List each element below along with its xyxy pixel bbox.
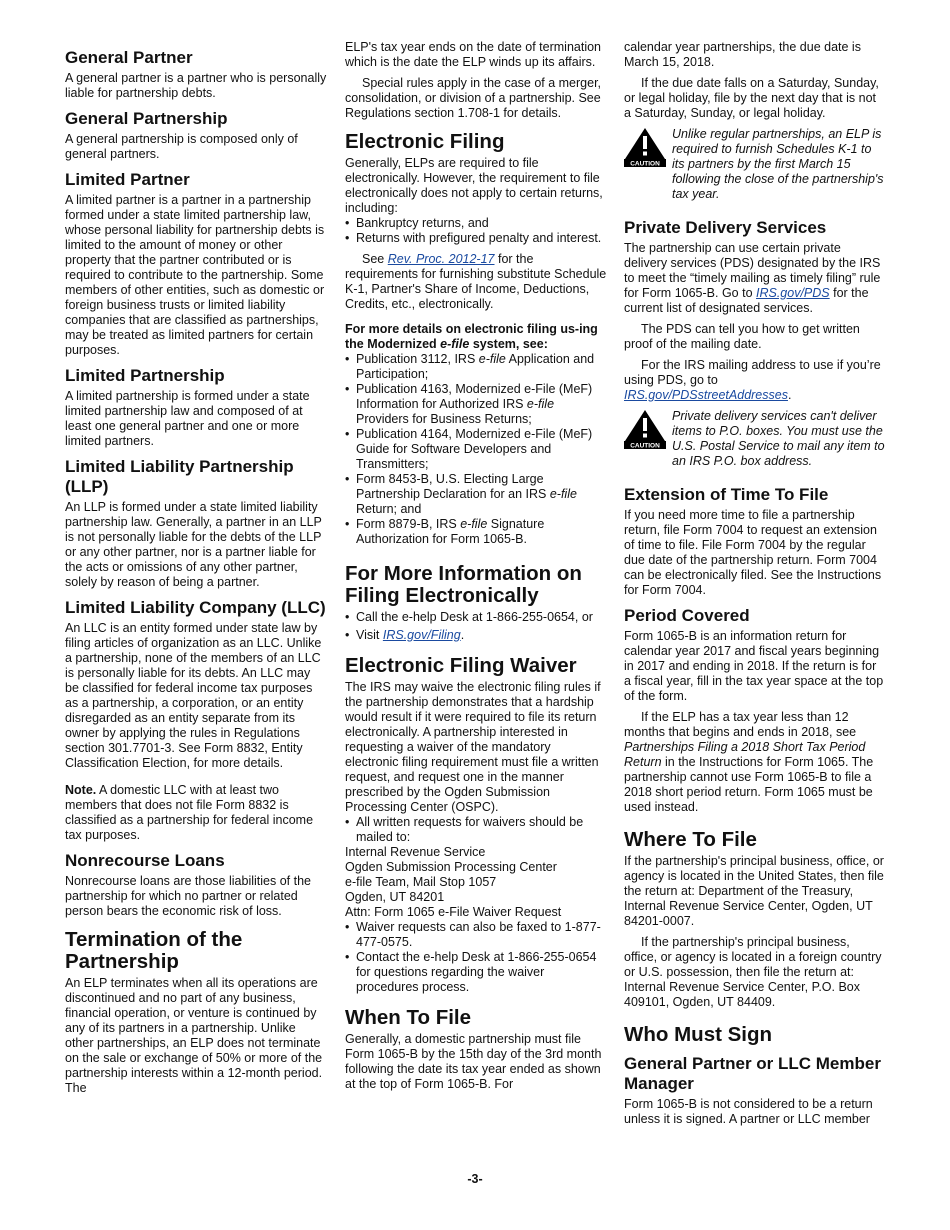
paragraph-general-partner: A general partner is a partner who is personally liable for partnership debts. bbox=[65, 71, 327, 100]
heading-extension: Extension of Time To File bbox=[624, 485, 829, 504]
heading-general-partner-llc: General Partner or LLC Member Manager bbox=[624, 1054, 881, 1093]
mailing-address bbox=[345, 845, 607, 920]
paragraph-filing-waiver: The IRS may waive the electronic filing rules if the partnership demonstrates that a hardship would result if it were required to file its return electronically. A partnership interested in requesting a waiver of the mandatory electronic filing requirement must file a written request, and request one in the manner prescribed by the Ogden Submission Processing Center (OSPC). bbox=[345, 680, 601, 814]
heading-termination: Termination of the Partnership bbox=[65, 928, 243, 973]
paragraph-limited-partner: A limited partner is a partner in a partnership formed under a state limited partnership law, whose personal liability for partnership debts is limited to the amount of money or other property that the partner contributed or is required to contribute to the partnership. Some members of other entities, such as domestic or foreign business trusts or limited liability companies that are classified as partnerships, may be treated as limited partners for certain purposes. bbox=[65, 193, 325, 357]
address-line: Ogden, UT 84201 bbox=[345, 890, 445, 904]
address-line: Ogden Submission Processing Center bbox=[345, 860, 557, 874]
heading-private-delivery: Private Delivery Services bbox=[624, 218, 827, 237]
paragraph-electronic-filing: Generally, ELPs are required to file electronically. However, the requirement to file electronically does not apply to certain returns, including: bbox=[345, 156, 603, 215]
paragraph-general-partner-llc: Form 1065-B is not considered to be a return unless it is signed. A partner or LLC member bbox=[624, 1097, 873, 1126]
note-text: A domestic LLC with at least two members that does not file Form 8832 is classified as a partnership for federal income tax purposes. bbox=[65, 783, 314, 842]
short-period-text-end: in the Instructions for Form 1065. The partnership cannot use Form 1065-B to file a 2018 short period return. Form 1065 must be used instead. bbox=[624, 755, 874, 814]
address-line: Internal Revenue Service bbox=[345, 845, 486, 859]
visit-prefix: Visit bbox=[356, 628, 383, 642]
bullet-fax-waiver: • Waiver requests can also be faxed to 1-877-477-0575. bbox=[345, 920, 607, 950]
bullet-pub-4164: • Publication 4164, Modernized e-File (MeF) Guide for Software Developers and Transmitters; bbox=[345, 427, 607, 472]
pds-text: The partnership can use certain private delivery services (PDS) designated by the IRS to meet the “timely mailing as timely filing” rule for Form 1065-B. Go to bbox=[624, 241, 881, 300]
caution-label: CAUTION bbox=[630, 442, 660, 449]
heading-llc: Limited Liability Company (LLC) bbox=[65, 598, 326, 617]
paragraph-see-rev-proc bbox=[345, 252, 607, 312]
column-left bbox=[65, 40, 327, 1102]
pds-address-end: . bbox=[787, 388, 792, 402]
paragraph-general-partnership: A general partnership is composed only of general partners. bbox=[65, 132, 298, 161]
see-suffix: for the requirements for furnishing substitute Schedule K-1, Partner's Share of Income, Deductions, Credits, etc., electronically. bbox=[345, 252, 607, 311]
pub5-text-end: Signature Authorization for Form 1065-B. bbox=[356, 517, 545, 546]
paragraph-termination-continued: ELP's tax year ends on the date of termination which is the date the ELP winds up its affairs. bbox=[345, 40, 602, 69]
heading-general-partner: General Partner bbox=[65, 48, 193, 67]
address-line: Attn: Form 1065 e-File Waiver Request bbox=[345, 905, 562, 919]
paragraph-when-to-file: Generally, a domestic partnership must file Form 1065-B by the 15th day of the 3rd month following the date its tax year ended as shown at the top of Form 1065-B. For bbox=[345, 1032, 602, 1091]
paragraph-special-rules: Special rules apply in the case of a merger, consolidation, or division of a partnership. See Regulations section 1.708-1 for details. bbox=[345, 76, 602, 120]
more-details-efile: e-file bbox=[440, 337, 470, 351]
column-right bbox=[624, 40, 886, 1133]
paragraph-due-date-continued: calendar year partnerships, the due date is March 15, 2018. bbox=[624, 40, 861, 69]
pub1-text: Publication 3112, IRS bbox=[356, 352, 479, 366]
heading-when-to-file: When To File bbox=[345, 1006, 472, 1029]
paragraph-short-period bbox=[624, 710, 886, 815]
see-prefix: See bbox=[362, 252, 388, 266]
paragraph-nonrecourse-loans: Nonrecourse loans are those liabilities of the partnership for which no partner or related person bears the economic risk of loss. bbox=[65, 874, 311, 918]
bullet-prefigured-penalty: • Returns with prefigured penalty and interest. bbox=[345, 231, 607, 246]
pub2-efile: e-file bbox=[526, 397, 555, 411]
address-line: e-file Team, Mail Stop 1057 bbox=[345, 875, 497, 889]
pds-street-addresses-link[interactable]: IRS.gov/PDSstreetAddresses bbox=[624, 388, 788, 402]
bullet-form-8879b bbox=[345, 517, 607, 547]
heading-where-to-file: Where To File bbox=[624, 828, 757, 851]
paragraph-period-covered: Form 1065-B is an information return for calendar year 2017 and fiscal years beginning in 2017 and ending in 2018. If the return is for a fiscal year, fill in the tax year space at the top of the form. bbox=[624, 629, 884, 703]
bullet-form-8453b bbox=[345, 472, 607, 517]
bullet-written-requests: • All written requests for waivers should be mailed to: bbox=[345, 815, 607, 845]
pub4-text: Form 8453-B, U.S. Electing Large Partnership Declaration for an IRS bbox=[356, 472, 550, 501]
pds-text-end: for the current list of designated services. bbox=[624, 286, 869, 315]
caution-note-po-boxes bbox=[624, 409, 886, 477]
irs-pds-link[interactable]: IRS.gov/PDS bbox=[756, 286, 830, 300]
paragraph-where-to-file-foreign: If the partnership's principal business, office, or agency is located in a foreign country or U.S. possession, then file the return at: Internal Revenue Service Center, P.O. Box 409101, Ogden, UT 84409. bbox=[624, 935, 882, 1009]
pub2-text: Publication 4163, Modernized e-File (MeF) Information for Authorized IRS bbox=[356, 382, 593, 411]
paragraph-where-to-file: If the partnership's principal business, office, or agency is located in the United States, then file the return at: Department of the Treasury, Internal Revenue Service Center, Ogden, UT 84201-0007. bbox=[624, 854, 884, 928]
paragraph-limited-partnership: A limited partnership is formed under a state limited partnership law and composed of at least one general partner and one or more limited partners. bbox=[65, 389, 310, 448]
caution-text-po-boxes: Private delivery services can't deliver items to P.O. boxes. You must use the U.S. Postal Service to mail any item to an IRS P.O. box address. bbox=[672, 409, 885, 468]
bullet-visit-irs bbox=[345, 628, 607, 643]
short-period-title: Partnerships Filing a 2018 Short Tax Period Return bbox=[624, 740, 866, 769]
paragraph-weekend-rule: If the due date falls on a Saturday, Sunday, or legal holiday, file by the next day that is not a Saturday, Sunday, or legal holiday. bbox=[624, 76, 879, 120]
paragraph-llc: An LLC is an entity formed under state law by filing articles of organization as an LLC. Unlike a partnership, none of the members of an LLC is personally liable for its debts. An LLC may be classified for federal income tax purposes as a partnership, a corporation, or an entity disregarded as an entity separate from its owner by applying the rules in Regulations section 301.7701-3. See Form 8832, Entity Classification Election, for more details. bbox=[65, 621, 322, 770]
paragraph-pds bbox=[624, 241, 886, 316]
heading-filing-waiver: Electronic Filing Waiver bbox=[345, 654, 577, 677]
more-details-text: For more details on electronic filing us-ing the Modernized bbox=[345, 322, 598, 351]
heading-who-must-sign: Who Must Sign bbox=[624, 1023, 773, 1046]
pub4-text-end: Return; and bbox=[356, 502, 422, 516]
caution-icon bbox=[624, 409, 666, 449]
short-period-text: If the ELP has a tax year less than 12 months that begins and ends in 2018, see bbox=[624, 710, 857, 739]
paragraph-extension: If you need more time to file a partnership return, file Form 7004 to request an extension of time to file. File Form 7004 by the regular due date of the partnership return. Form 7004 can be electronically filed. See the Instructions for Form 7004. bbox=[624, 508, 882, 597]
heading-llp: Limited Liability Partnership (LLP) bbox=[65, 457, 294, 496]
pub2-text-end: Providers for Business Returns; bbox=[356, 412, 532, 426]
heading-limited-partnership: Limited Partnership bbox=[65, 366, 225, 385]
pds-address-text: For the IRS mailing address to use if you’re using PDS, go to bbox=[624, 358, 881, 387]
heading-nonrecourse-loans: Nonrecourse Loans bbox=[65, 851, 225, 870]
heading-period-covered: Period Covered bbox=[624, 606, 750, 625]
paragraph-termination: An ELP terminates when all its operations are discontinued and no part of any business, financial operation, or venture is continued by any of its partners in a partnership. Unlike other partnerships, an ELP does not terminate on the sale or exchange of 50% or more of the partnership interests within a 12-month period. The bbox=[65, 976, 323, 1095]
visit-suffix: . bbox=[460, 628, 465, 642]
more-details-heading bbox=[345, 322, 607, 352]
heading-more-information: For More Information on Filing Electronically bbox=[345, 562, 582, 607]
note-label: Note. bbox=[65, 783, 97, 797]
bullet-contact-help-desk: • Contact the e-help Desk at 1-866-255-0654 for questions regarding the waiver procedures process. bbox=[345, 950, 607, 995]
note-paragraph bbox=[65, 783, 327, 843]
pub4-efile: e-file bbox=[549, 487, 577, 501]
caution-icon bbox=[624, 127, 666, 167]
paragraph-pds-address bbox=[624, 358, 886, 403]
pub1-efile: e-file bbox=[478, 352, 506, 366]
pub5-efile: e-file bbox=[460, 517, 488, 531]
paragraph-pds-proof: The PDS can tell you how to get written proof of the mailing date. bbox=[624, 322, 860, 351]
heading-general-partnership: General Partnership bbox=[65, 109, 228, 128]
more-details-suffix: system, see: bbox=[469, 337, 548, 351]
heading-limited-partner: Limited Partner bbox=[65, 170, 190, 189]
pub5-text: Form 8879-B, IRS bbox=[356, 517, 461, 531]
page-number: -3- bbox=[467, 1172, 483, 1186]
caution-text-k1: Unlike regular partnerships, an ELP is required to furnish Schedules K-1 to its partners by the first March 15 following the close of the partnership's tax year. bbox=[672, 127, 884, 201]
irs-filing-link[interactable]: IRS.gov/Filing bbox=[382, 628, 461, 642]
caution-label: CAUTION bbox=[630, 160, 660, 167]
pub1-text-end: Application and Participation; bbox=[356, 352, 595, 381]
bullet-pub-4163 bbox=[345, 382, 607, 427]
caution-note-k1 bbox=[624, 127, 886, 210]
column-middle bbox=[345, 40, 607, 1098]
bullet-bankruptcy: • Bankruptcy returns, and bbox=[345, 216, 607, 231]
paragraph-llp: An LLP is formed under a state limited liability partnership law. Generally, a partner in an LLP is not personally liable for the debts of the LLP or any other partner, nor is a partner liable for the acts or omissions of any other partner, solely by reason of being a partner. bbox=[65, 500, 322, 589]
bullet-pub-3112 bbox=[345, 352, 607, 382]
rev-proc-link[interactable]: Rev. Proc. 2012-17 bbox=[387, 252, 495, 266]
bullet-call-help-desk: • Call the e-help Desk at 1-866-255-0654, or bbox=[345, 610, 607, 625]
heading-electronic-filing: Electronic Filing bbox=[345, 130, 505, 153]
